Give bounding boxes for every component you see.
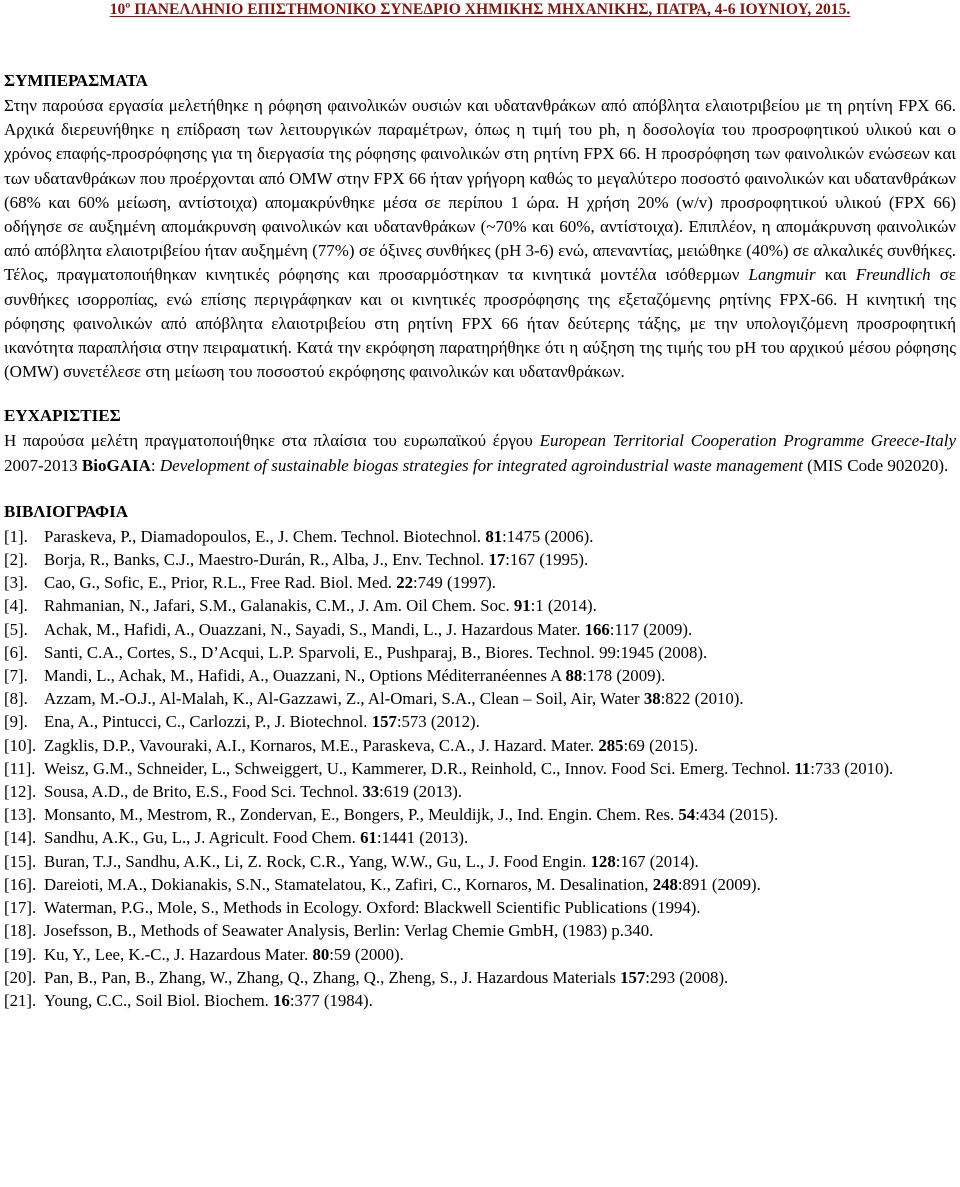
reference-number: [14]. (4, 828, 37, 848)
reference-item (4, 873, 956, 896)
reference-body: Dareioti, M.A., Dokianakis, S.N., Stamatelatou, K., Zafiri, C., Kornaros, M. Desalination, (44, 874, 649, 894)
reference-body: Borja, R., Banks, C.J., Maestro-Durán, R., Alba, J., Env. Technol. (44, 550, 485, 570)
reference-text (44, 664, 956, 687)
acknowledgements-paragraph (4, 429, 956, 477)
reference-number: [9]. (4, 712, 28, 732)
reference-number: [16]. (4, 874, 37, 894)
freundlich-term: Freundlich (855, 265, 931, 285)
reference-text (44, 989, 956, 1012)
reference-volume: 128 (590, 851, 616, 871)
reference-item (4, 826, 956, 849)
reference-item (4, 548, 956, 571)
reference-pages: :749 (1997). (412, 573, 496, 593)
ack-text-1: Η παρούσα μελέτη πραγματοποιήθηκε στα πλαίσια του ευρωπαϊκού έργου (4, 431, 533, 451)
reference-pages: :167 (1995). (505, 550, 589, 570)
reference-number: [8]. (4, 689, 28, 709)
reference-item (4, 594, 956, 617)
reference-pages: :293 (2008). (645, 967, 729, 987)
reference-number: [3]. (4, 573, 28, 593)
reference-pages: :573 (2012). (396, 712, 480, 732)
reference-item (4, 571, 956, 594)
reference-text (44, 850, 956, 873)
reference-body: Paraskeva, P., Diamadopoulos, E., J. Chem. Technol. Biotechnol. (44, 526, 482, 546)
reference-pages: :1 (2014). (530, 596, 597, 616)
reference-pages: :822 (2010). (660, 689, 744, 709)
reference-volume: 61 (360, 828, 377, 848)
reference-volume: 88 (565, 666, 583, 686)
reference-number: [7]. (4, 666, 28, 686)
reference-text (44, 873, 956, 896)
conclusions-title: ΣΥΜΠΕΡΑΣΜΑΤΑ (4, 71, 148, 90)
ack-text-4: (MIS Code 902020). (807, 455, 949, 475)
reference-body: Ku, Y., Lee, K.-C., J. Hazardous Mater. (44, 944, 309, 964)
reference-item (4, 896, 956, 919)
reference-item (4, 618, 956, 641)
reference-number: [18]. (4, 921, 37, 941)
reference-body: Cao, G., Sofic, E., Prior, R.L., Free Rad. Biol. Med. (44, 573, 392, 593)
reference-number: [11]. (4, 758, 36, 778)
conclusions-paragraph (4, 94, 956, 384)
reference-body: Rahmanian, N., Jafari, S.M., Galanakis, C.M., J. Am. Oil Chem. Soc. (44, 596, 510, 616)
reference-body: Sandhu, A.K., Gu, L., J. Agricult. Food Chem. (44, 828, 356, 848)
reference-pages: :167 (2014). (615, 851, 699, 871)
reference-pages: :69 (2015). (623, 735, 699, 755)
reference-body: Achak, M., Hafidi, A., Ouazzani, N., Sayadi, S., Mandi, L., J. Hazardous Mater. (44, 619, 581, 639)
reference-text (44, 896, 956, 919)
reference-volume: 91 (513, 596, 531, 616)
reference-text (44, 687, 956, 710)
reference-text (44, 548, 956, 571)
reference-body: Sousa, A.D., de Brito, E.S., Food Sci. Technol. (44, 782, 359, 802)
reference-text (44, 919, 956, 942)
reference-number: [6]. (4, 642, 28, 662)
reference-body: Pan, B., Pan, B., Zhang, W., Zhang, Q., Zhang, Q., Zheng, S., J. Hazardous Materials (44, 967, 616, 987)
reference-text (44, 525, 956, 548)
ack-project-description: Development of sustainable biogas strategies for integrated agroindustrial waste management (159, 455, 803, 475)
reference-text (44, 757, 956, 780)
reference-number: [12]. (4, 782, 37, 802)
conclusions-text-1: Στην παρούσα εργασία μελετήθηκε η ρόφηση φαινολικών ουσιών και υδατανθράκων από απόβλητα ελαιοτριβείου με τη ρητίνη FPX 66. Αρχικά διερευνήθηκε η επίδραση των λειτουργικών παραμέτρων, όπως η τιμή του ph, η δοσολογία του προσροφητικού υλικού και ο χρόνος επαφής-προσρόφησης για τη διεργασία της ρόφησης φαινολικών στη ρητίνη FPX 66. Η προσρόφηση των φαινολικών ενώσεων και των υδατανθράκων που προέρχονται από OMW στην FPX 66 ήταν γρήγορη καθώς το μεγαλύτερο ποσοστό φαινολικών και υδατανθράκων (68% και 60% μείωση, αντίστοιχα) απομακρύνθηκε μέσα σε περίπου 1 ώρα. Η χρήση 20% (w/v) προσροφητικού υλικού (FPX 66) οδήγησε σε αυξημένη απομάκρυνση φαινολικών και υδατανθράκων (~70% και 60%, αντίστοιχα). Επιπλέον, η απομάκρυνση φαινολικών από απόβλητα ελαιοτριβείου ήταν αυξημένη (77%) σε όξινες συνθήκες (pH 3-6) ενώ, απεναντίας, μειώθηκε (40%) σε αλκαλικές συνθήκες. Τέλος, πραγματοποιήθηκαν κινητικές ρόφησης και προσαρμόστηκαν τα κινητικά μοντέλα ισόθερμων (4, 96, 956, 285)
reference-volume: 54 (678, 805, 696, 825)
reference-number: [17]. (4, 898, 37, 918)
reference-volume: 285 (598, 735, 624, 755)
reference-list (4, 525, 956, 1012)
reference-number: [21]. (4, 990, 37, 1010)
reference-volume: 16 (273, 990, 290, 1010)
conclusions-text-3: σε συνθήκες ισορροπίας, ενώ επίσης περιγράφηκαν και οι κινητικές προσρόφησης της εξεταζόμενης ρητίνης FPX-66. Η κινητική της ρόφησης φαινολικών από απόβλητα ελαιοτριβείου στη ρητίνη FPX 66 ήταν δεύτερης τάξης, με την υπολογιζόμενη προσροφητική ικανότητα παραπλήσια στην πειραματική. Κατά την εκρόφηση παρατηρήθηκε ότι η αύξηση της τιμής του pH του αρχικού μέσου ρόφησης (OMW) συνετέλεσε στη μείωση του ποσοστού εκρόφησης φαινολικών και υδατανθράκων. (4, 265, 957, 382)
bibliography-title: ΒΙΒΛΙΟΓΡΑΦΙΑ (4, 501, 129, 521)
reference-text (44, 710, 956, 733)
reference-volume: 80 (312, 944, 330, 964)
ack-project-name: BioGAIA (81, 455, 151, 475)
conclusions-text-2: και (824, 265, 847, 285)
reference-item (4, 664, 956, 687)
reference-item (4, 850, 956, 873)
reference-volume: 166 (584, 619, 610, 639)
reference-volume: 33 (362, 782, 380, 802)
conference-header: 10º ΠΑΝΕΛΛΗΝΙΟ ΕΠΙΣΤΗΜΟΝΙΚΟ ΣΥΝΕΔΡΙΟ ΧΗΜΙΚΗΣ ΜΗΧΑΝΙΚΗΣ, ΠΑΤΡΑ, 4-6 ΙΟΥΝΙΟΥ, 2015. (109, 1, 851, 18)
reference-text (44, 618, 956, 641)
acknowledgements-title: ΕΥΧΑΡΙΣΤΙΕΣ (4, 406, 121, 426)
reference-item (4, 757, 956, 780)
ack-programme-name: European Territorial Cooperation Programme Greece-Italy (539, 431, 956, 451)
reference-item (4, 525, 956, 548)
reference-volume: 17 (488, 550, 506, 570)
reference-body: Young, C.C., Soil Biol. Biochem. (44, 990, 269, 1010)
reference-number: [2]. (4, 550, 28, 570)
reference-pages: :377 (1984). (289, 990, 373, 1010)
reference-text (44, 571, 956, 594)
reference-volume: 248 (652, 874, 678, 894)
reference-item (4, 641, 956, 664)
reference-number: [15]. (4, 851, 37, 871)
reference-pages: :59 (2000). (329, 944, 404, 964)
reference-pages: :891 (2009). (677, 874, 761, 894)
reference-volume: 38 (643, 689, 661, 709)
reference-body: Waterman, P.G., Mole, S., Methods in Ecology. Oxford: Blackwell Scientific Publications (1994). (44, 898, 701, 918)
reference-body: Azzam, M.-O.J., Al-Malah, K., Al-Gazzawi, Z., Al-Omari, S.A., Clean – Soil, Air, Water (44, 689, 640, 709)
reference-pages: :619 (2013). (379, 782, 463, 802)
reference-text (44, 966, 956, 989)
reference-volume: 157 (371, 712, 397, 732)
reference-number: [10]. (4, 735, 37, 755)
reference-volume: 81 (485, 526, 503, 546)
reference-number: [1]. (4, 526, 28, 546)
reference-body: Santi, C.A., Cortes, S., D’Acqui, L.P. Sparvoli, E., Pushparaj, B., Biores. Technol. 99:1945 (2008). (44, 642, 708, 662)
reference-number: [20]. (4, 967, 37, 987)
reference-item (4, 687, 956, 710)
reference-text (44, 943, 956, 966)
reference-text (44, 641, 956, 664)
reference-item (4, 919, 956, 942)
reference-number: [4]. (4, 596, 28, 616)
reference-text (44, 594, 956, 617)
reference-text (44, 780, 956, 803)
reference-volume: 11 (794, 758, 811, 778)
document-page (0, 1, 960, 1187)
reference-body: Josefsson, B., Methods of Seawater Analysis, Berlin: Verlag Chemie GmbH, (1983) p.340. (44, 921, 654, 941)
reference-body: Weisz, G.M., Schneider, L., Schweiggert, U., Kammerer, D.R., Reinhold, C., Innov. Food Sci. Emerg. Technol. (44, 758, 791, 778)
reference-item (4, 734, 956, 757)
reference-pages: :733 (2010). (810, 758, 894, 778)
reference-pages: :434 (2015). (695, 805, 779, 825)
reference-item (4, 989, 956, 1012)
reference-text (44, 803, 956, 826)
reference-body: Mandi, L., Achak, M., Hafidi, A., Ouazzani, N., Options Méditerranéennes A (44, 666, 562, 686)
reference-pages: :1441 (2013). (376, 828, 469, 848)
reference-item (4, 710, 956, 733)
reference-number: [19]. (4, 944, 37, 964)
reference-item (4, 803, 956, 826)
reference-item (4, 780, 956, 803)
reference-body: Ena, A., Pintucci, C., Carlozzi, P., J. Biotechnol. (44, 712, 368, 732)
reference-pages: :178 (2009). (582, 666, 666, 686)
reference-item (4, 943, 956, 966)
langmuir-term: Langmuir (748, 265, 816, 285)
reference-pages: :1475 (2006). (502, 526, 594, 546)
ack-text-2: 2007-2013 (4, 455, 78, 475)
reference-body: Buran, T.J., Sandhu, A.K., Li, Z. Rock, C.R., Yang, W.W., Gu, L., J. Food Engin. (44, 851, 587, 871)
reference-number: [5]. (4, 619, 28, 639)
reference-pages: :117 (2009). (609, 619, 693, 639)
reference-text (44, 734, 956, 757)
reference-body: Monsanto, M., Mestrom, R., Zondervan, E., Bongers, P., Meuldijk, J., Ind. Engin. Chem. Res. (44, 805, 675, 825)
reference-item (4, 966, 956, 989)
reference-text (44, 826, 956, 849)
reference-volume: 157 (620, 967, 646, 987)
reference-volume: 22 (396, 573, 413, 593)
reference-body: Zagklis, D.P., Vavouraki, A.I., Kornaros, M.E., Paraskeva, C.A., J. Hazard. Mater. (44, 735, 595, 755)
ack-text-3: : (150, 455, 156, 475)
reference-number: [13]. (4, 805, 37, 825)
